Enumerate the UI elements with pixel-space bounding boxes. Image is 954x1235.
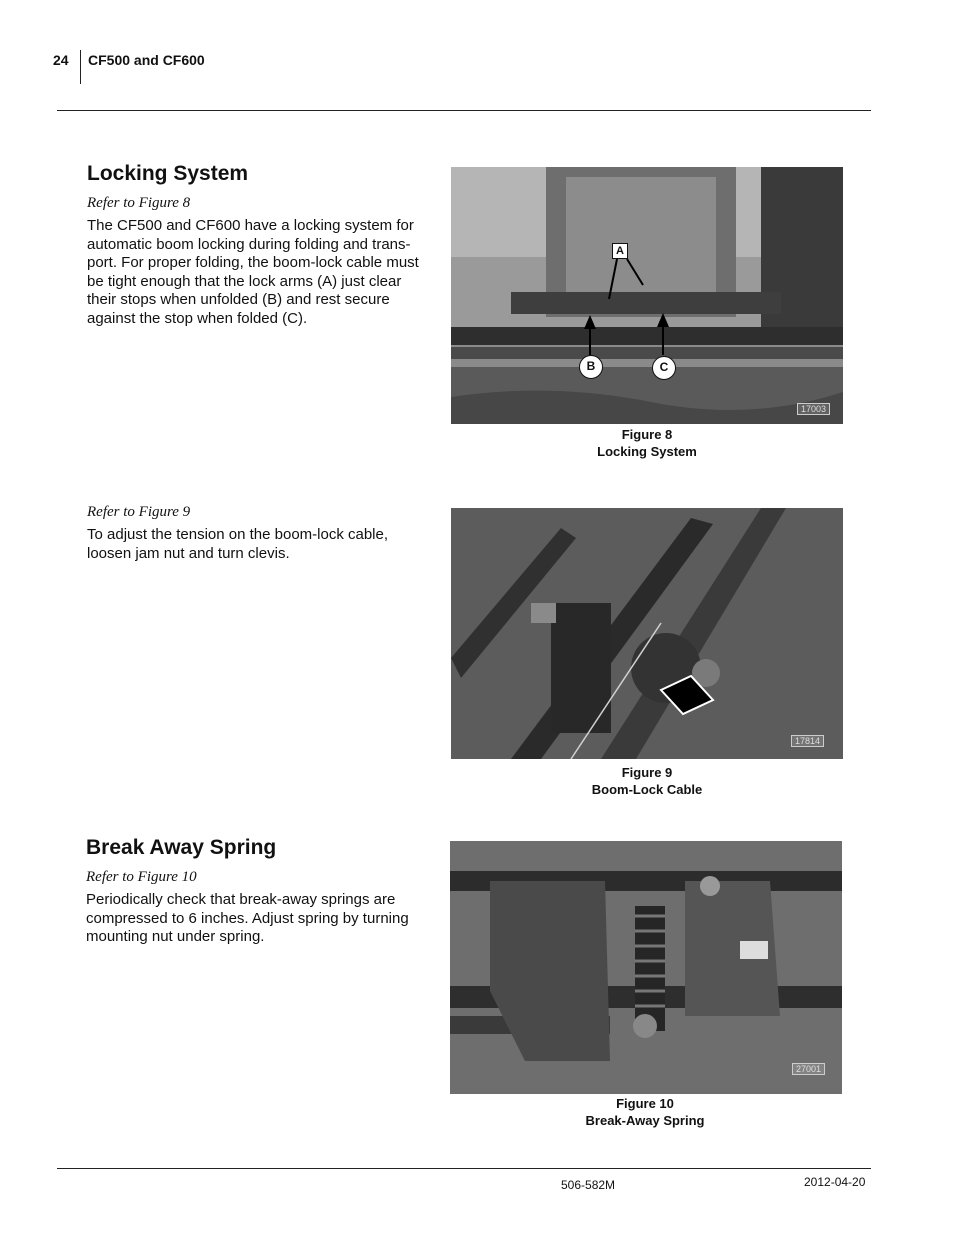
figure-10-title: Break-Away Spring xyxy=(585,1113,705,1128)
figure-9-title: Boom-Lock Cable xyxy=(591,782,703,797)
document-title: CF500 and CF600 xyxy=(88,52,205,68)
refer-figure-9: Refer to Figure 9 xyxy=(87,504,191,520)
section-title-locking-system: Locking System xyxy=(87,162,249,185)
figure-9-image-id: 17814 xyxy=(791,735,824,747)
figure-9-caption xyxy=(547,764,747,798)
figure-9-number: Figure 9 xyxy=(621,765,673,780)
figure-8-caption xyxy=(547,426,747,460)
header-rule xyxy=(57,110,871,111)
refer-figure-8: Refer to Figure 8 xyxy=(87,195,191,211)
figure-8-photo xyxy=(451,167,843,424)
footer-rule xyxy=(57,1168,871,1169)
footer-document-number: 506-582M xyxy=(561,1178,616,1192)
figure-8-number: Figure 8 xyxy=(621,427,673,442)
callout-a: A xyxy=(612,243,628,259)
locking-system-text: The CF500 and CF600 have a locking system for automatic boom locking during folding and trans-port. For proper folding, the boom-lock cable must be tight enough that the lock arms (A) just clear their stops when unfolded (B) and rest secure against the stop when folded (C). xyxy=(87,217,419,327)
figure-10-number: Figure 10 xyxy=(616,1096,674,1111)
footer-date: 2012-04-20 xyxy=(804,1175,866,1189)
boom-lock-cable-text: To adjust the tension on the boom-lock cable, loosen jam nut and turn clevis. xyxy=(87,526,389,562)
callout-c: C xyxy=(652,356,676,380)
section-title-break-away-spring: Break Away Spring xyxy=(86,836,277,859)
page-number: 24 xyxy=(53,52,69,68)
break-away-spring-text: Periodically check that break-away springs are compressed to 6 inches. Adjust spring by turning mounting nut under spring. xyxy=(86,891,409,946)
figure-8-title: Locking System xyxy=(597,444,697,459)
figure-8-image-id: 17003 xyxy=(797,403,830,415)
figure-9-photo xyxy=(451,508,843,759)
refer-figure-10: Refer to Figure 10 xyxy=(86,869,197,885)
figure-10-caption xyxy=(545,1095,745,1129)
header-separator xyxy=(80,50,81,84)
figure-10-image-id: 27001 xyxy=(792,1063,825,1075)
callout-b: B xyxy=(579,355,603,379)
callout-arrows xyxy=(451,167,843,424)
figure-10-photo xyxy=(450,841,842,1094)
